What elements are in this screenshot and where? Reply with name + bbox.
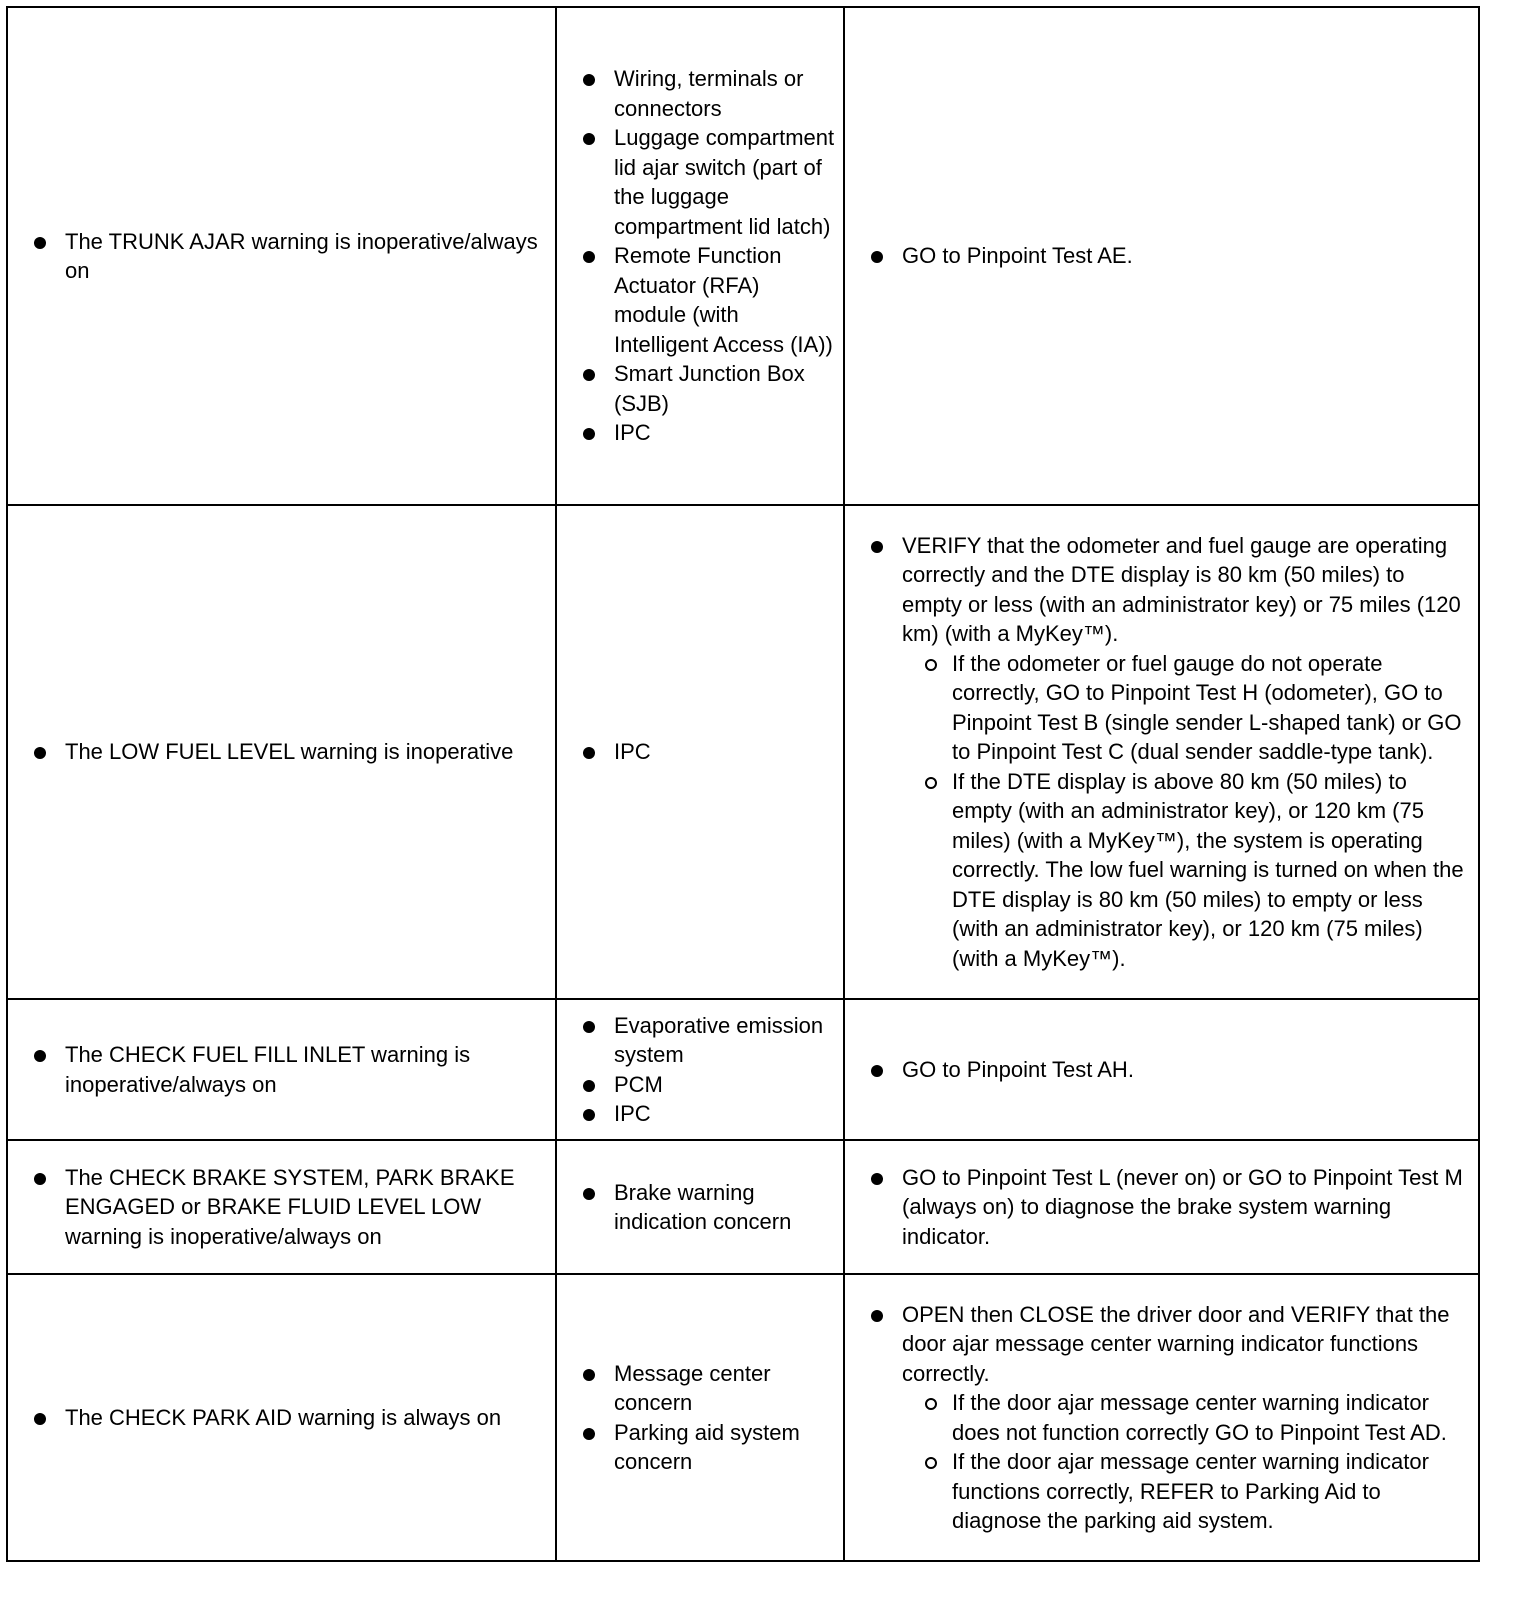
bullet-icon bbox=[871, 541, 883, 553]
possible-source-item bbox=[557, 64, 843, 123]
symptom-list bbox=[8, 737, 555, 767]
possible-source-text: IPC bbox=[614, 1101, 651, 1126]
possible-source-cell bbox=[556, 999, 844, 1140]
table-row bbox=[7, 999, 1479, 1140]
symptom-item bbox=[8, 1403, 555, 1433]
symptom-item bbox=[8, 1040, 555, 1099]
possible-source-item bbox=[557, 1418, 843, 1477]
bullet-icon bbox=[583, 1109, 595, 1121]
possible-source-item bbox=[557, 418, 843, 448]
action-cell bbox=[844, 1274, 1479, 1561]
possible-source-text: Evaporative emission system bbox=[614, 1012, 824, 1067]
bullet-icon bbox=[871, 1173, 883, 1185]
sub-action-item bbox=[902, 1447, 1464, 1536]
possible-source-text: Parking aid system concern bbox=[614, 1419, 800, 1474]
symptom-text: The CHECK BRAKE SYSTEM, PARK BRAKE ENGAGED or BRAKE FLUID LEVEL LOW warning is inoperative/always on bbox=[65, 1164, 515, 1249]
possible-source-list bbox=[557, 737, 843, 767]
possible-source-list bbox=[557, 1359, 843, 1477]
symptom-item bbox=[8, 1163, 555, 1252]
possible-source-list bbox=[557, 64, 843, 448]
possible-source-item bbox=[557, 1070, 843, 1100]
possible-source-text: Brake warning indication concern bbox=[614, 1179, 792, 1234]
bullet-icon bbox=[583, 133, 595, 145]
action-list bbox=[845, 1163, 1478, 1252]
sub-action-list bbox=[902, 1388, 1464, 1536]
action-cell bbox=[844, 7, 1479, 505]
possible-source-item bbox=[557, 123, 843, 241]
open-circle-bullet-icon bbox=[925, 777, 937, 789]
table-row bbox=[7, 7, 1479, 505]
action-text: VERIFY that the odometer and fuel gauge are operating correctly and the DTE display is 80 km (50 miles) to empty or less (with an administrator key) or 75 miles (120 km) (with a MyKey™). bbox=[902, 532, 1461, 647]
possible-source-item bbox=[557, 1359, 843, 1418]
possible-source-text: Message center concern bbox=[614, 1360, 771, 1415]
bullet-icon bbox=[34, 1050, 46, 1062]
possible-source-text: Remote Function Actuator (RFA) module (with Intelligent Access (IA)) bbox=[614, 243, 833, 357]
bullet-icon bbox=[583, 428, 595, 440]
open-circle-bullet-icon bbox=[925, 659, 937, 671]
action-item bbox=[845, 241, 1478, 271]
possible-source-list bbox=[557, 1178, 843, 1237]
bullet-icon bbox=[34, 1413, 46, 1425]
possible-source-text: Luggage compartment lid ajar switch (part of the luggage compartment lid latch) bbox=[614, 125, 835, 239]
symptom-cell bbox=[7, 999, 556, 1140]
bullet-icon bbox=[583, 369, 595, 381]
action-item bbox=[845, 1300, 1478, 1536]
bullet-icon bbox=[34, 1173, 46, 1185]
possible-source-item bbox=[557, 1099, 843, 1129]
symptom-text: The LOW FUEL LEVEL warning is inoperative bbox=[65, 739, 514, 765]
diagnostic-table bbox=[6, 6, 1480, 1562]
possible-source-item bbox=[557, 1011, 843, 1070]
action-item bbox=[845, 531, 1478, 974]
table-row bbox=[7, 1274, 1479, 1561]
symptom-text: The TRUNK AJAR warning is inoperative/always on bbox=[65, 228, 538, 283]
action-text: OPEN then CLOSE the driver door and VERIFY that the door ajar message center warning indicator functions correctly. bbox=[902, 1301, 1450, 1386]
table-row bbox=[7, 505, 1479, 999]
possible-source-text: Wiring, terminals or connectors bbox=[614, 66, 804, 121]
possible-source-cell bbox=[556, 7, 844, 505]
symptom-item bbox=[8, 737, 555, 767]
bullet-icon bbox=[583, 1021, 595, 1033]
sub-action-item bbox=[902, 1388, 1464, 1447]
symptom-cell bbox=[7, 505, 556, 999]
action-list bbox=[845, 531, 1478, 974]
symptom-cell bbox=[7, 1274, 556, 1561]
bullet-icon bbox=[583, 747, 595, 759]
possible-source-list bbox=[557, 1011, 843, 1129]
action-text: GO to Pinpoint Test AH. bbox=[902, 1056, 1134, 1082]
sub-action-text: If the door ajar message center warning indicator functions correctly, REFER to Parking Aid to diagnose the parking aid system. bbox=[952, 1449, 1429, 1533]
bullet-icon bbox=[583, 1428, 595, 1440]
bullet-icon bbox=[871, 251, 883, 263]
possible-source-item bbox=[557, 359, 843, 418]
bullet-icon bbox=[34, 747, 46, 759]
symptom-text: The CHECK PARK AID warning is always on bbox=[65, 1404, 502, 1430]
bullet-icon bbox=[583, 1080, 595, 1092]
sub-action-item bbox=[902, 767, 1464, 974]
table-row bbox=[7, 1140, 1479, 1274]
possible-source-text: IPC bbox=[614, 420, 651, 446]
action-item bbox=[845, 1163, 1478, 1252]
possible-source-text: IPC bbox=[614, 739, 651, 765]
symptom-list bbox=[8, 1040, 555, 1099]
symptom-cell bbox=[7, 1140, 556, 1274]
possible-source-cell bbox=[556, 1140, 844, 1274]
bullet-icon bbox=[583, 1369, 595, 1381]
bullet-icon bbox=[871, 1065, 883, 1077]
possible-source-item bbox=[557, 241, 843, 359]
symptom-list bbox=[8, 1163, 555, 1252]
action-cell bbox=[844, 1140, 1479, 1274]
bullet-icon bbox=[583, 251, 595, 263]
open-circle-bullet-icon bbox=[925, 1457, 937, 1469]
action-text: GO to Pinpoint Test AE. bbox=[902, 243, 1133, 269]
bullet-icon bbox=[34, 237, 46, 249]
possible-source-text: Smart Junction Box (SJB) bbox=[614, 361, 805, 416]
bullet-icon bbox=[583, 74, 595, 86]
sub-action-text: If the DTE display is above 80 km (50 miles) to empty (with an administrator key), or 120 km (75 miles) (with a MyKey™), the system is operating correctly. The low fuel warning is turned on when the DTE display is 80 km (50 miles) to empty or less (with an administrator key), or 120 km (75 miles) (with a MyKey™). bbox=[952, 768, 1464, 971]
sub-action-list bbox=[902, 649, 1464, 974]
open-circle-bullet-icon bbox=[925, 1398, 937, 1410]
action-cell bbox=[844, 999, 1479, 1140]
symptom-list bbox=[8, 1403, 555, 1433]
symptom-list bbox=[8, 227, 555, 286]
action-list bbox=[845, 1300, 1478, 1536]
sub-action-text: If the door ajar message center warning indicator does not function correctly GO to Pinpoint Test AD. bbox=[952, 1390, 1447, 1445]
symptom-text: The CHECK FUEL FILL INLET warning is inoperative/always on bbox=[65, 1042, 471, 1097]
symptom-cell bbox=[7, 7, 556, 505]
symptom-item bbox=[8, 227, 555, 286]
action-list bbox=[845, 241, 1478, 271]
action-text: GO to Pinpoint Test L (never on) or GO to Pinpoint Test M (always on) to diagnose the brake system warning indicator. bbox=[902, 1164, 1463, 1249]
sub-action-text: If the odometer or fuel gauge do not operate correctly, GO to Pinpoint Test H (odometer), GO to Pinpoint Test B (single sender L-shaped tank) or GO to Pinpoint Test C (dual sender saddle-type tank). bbox=[952, 650, 1462, 765]
bullet-icon bbox=[871, 1310, 883, 1322]
action-item bbox=[845, 1055, 1478, 1085]
possible-source-text: PCM bbox=[614, 1071, 663, 1097]
action-list bbox=[845, 1055, 1478, 1085]
possible-source-cell bbox=[556, 1274, 844, 1561]
possible-source-cell bbox=[556, 505, 844, 999]
possible-source-item bbox=[557, 737, 843, 767]
sub-action-item bbox=[902, 649, 1464, 767]
possible-source-item bbox=[557, 1178, 843, 1237]
bullet-icon bbox=[583, 1188, 595, 1200]
action-cell bbox=[844, 505, 1479, 999]
